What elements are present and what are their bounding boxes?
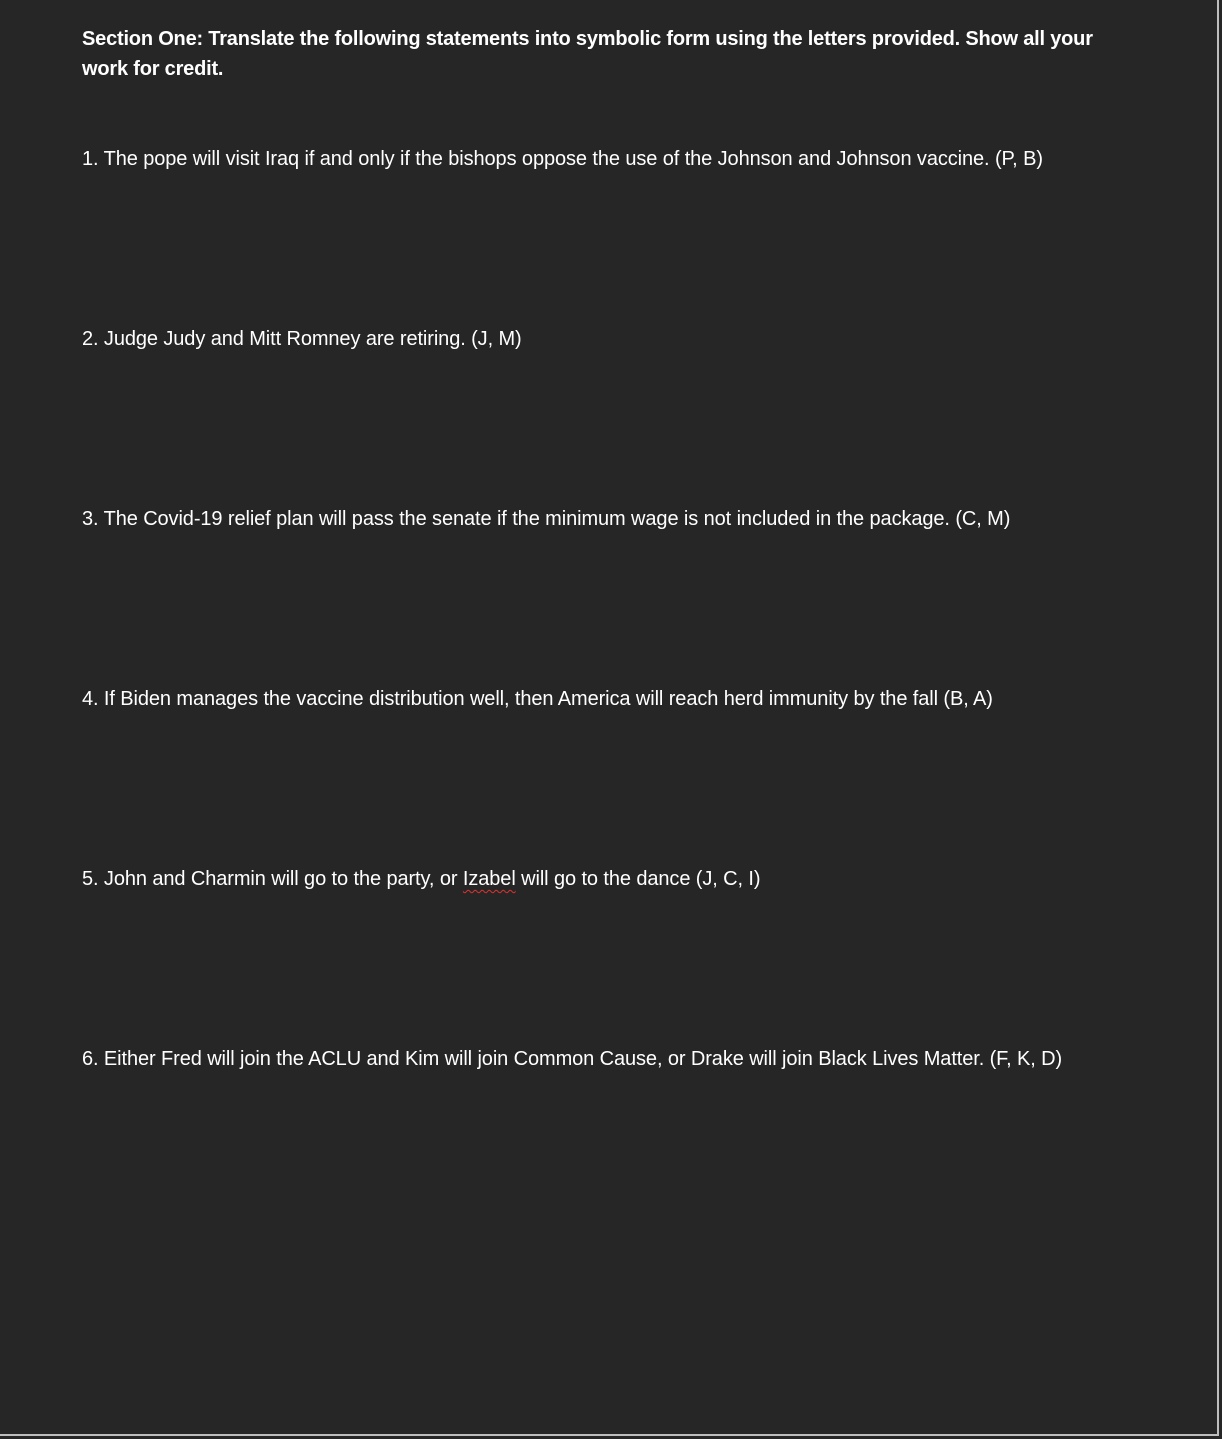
question-5-text-after: will go to the dance (J, C, I): [515, 868, 761, 890]
question-3: 3. The Covid-19 relief plan will pass the senate if the minimum wage is not included in the package. (C, M): [82, 508, 1011, 530]
question-6: 6. Either Fred will join the ACLU and Kim will join Common Cause, or Drake will join Black Lives Matter. (F, K, D): [82, 1048, 1063, 1070]
question-2: 2. Judge Judy and Mitt Romney are retiring. (J, M): [82, 328, 522, 350]
spellcheck-flagged-word[interactable]: Izabel: [462, 868, 516, 890]
page-edge-right: [1217, 0, 1219, 1434]
section-instructions: Section One: Translate the following statements into symbolic form using the letters provided. Show all your work for credit.: [82, 28, 1093, 80]
question-4: 4. If Biden manages the vaccine distribution well, then America will reach herd immunity by the fall (B, A): [82, 688, 993, 710]
question-1: 1. The pope will visit Iraq if and only if the bishops oppose the use of the Johnson and Johnson vaccine. (P, B): [82, 148, 1043, 170]
question-5-text-before: 5. John and Charmin will go to the party, or: [82, 868, 463, 890]
page-edge-bottom: [0, 1434, 1219, 1436]
question-5: [82, 865, 1192, 893]
